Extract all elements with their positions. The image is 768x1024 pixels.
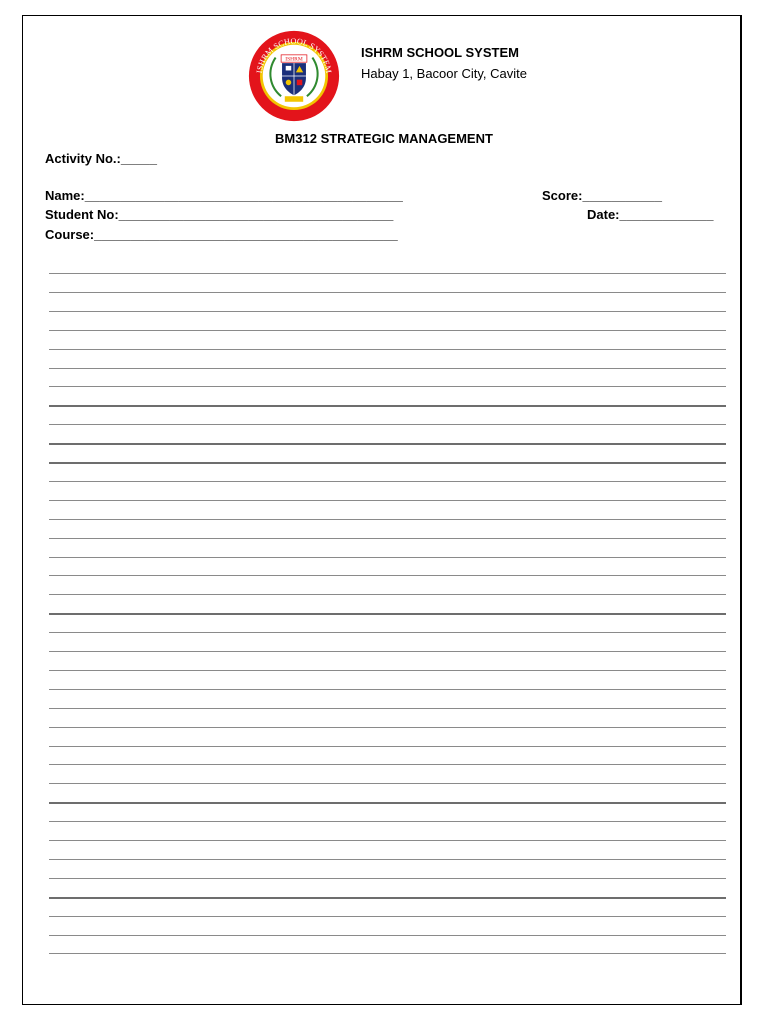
name-field[interactable]: Name:____________________________________________: [45, 188, 403, 203]
ruled-line: [49, 859, 726, 860]
ruled-line: [49, 594, 726, 595]
ruled-line: [49, 368, 726, 369]
ruled-line: [49, 840, 726, 841]
ruled-writing-area[interactable]: [49, 0, 726, 1024]
ruled-line: [49, 424, 726, 425]
ruled-line: [49, 746, 726, 747]
ruled-line: [49, 878, 726, 879]
ruled-line: [49, 632, 726, 633]
ruled-line: [49, 292, 726, 293]
ruled-line: [49, 935, 726, 936]
logo-bottom-text: International School for Hotel & Restaurant Management: [264, 85, 324, 108]
course-field[interactable]: Course:__________________________________________: [45, 227, 398, 242]
student-no-field[interactable]: Student No:______________________________________: [45, 207, 394, 222]
logo-ring-text: ISHRM SCHOOL SYSTEM: [254, 36, 334, 74]
ruled-line: [49, 821, 726, 822]
ruled-line: [49, 500, 726, 501]
ruled-line: [49, 386, 726, 387]
school-name: ISHRM SCHOOL SYSTEM: [361, 45, 519, 60]
ruled-line: [49, 953, 726, 954]
date-field[interactable]: Date:_____________: [587, 207, 714, 222]
ruled-line: [49, 405, 726, 407]
ruled-line: [49, 557, 726, 558]
ruled-line: [49, 727, 726, 728]
ruled-line: [49, 538, 726, 539]
ruled-line: [49, 670, 726, 671]
ruled-line: [49, 802, 726, 804]
ruled-line: [49, 651, 726, 652]
ruled-line: [49, 443, 726, 445]
ruled-line: [49, 916, 726, 917]
ruled-line: [49, 575, 726, 576]
ruled-line: [49, 613, 726, 615]
ruled-line: [49, 708, 726, 709]
ruled-line: [49, 311, 726, 312]
school-address: Habay 1, Bacoor City, Cavite: [361, 66, 527, 81]
ruled-line: [49, 689, 726, 690]
ruled-line: [49, 273, 726, 274]
ruled-line: [49, 349, 726, 350]
ruled-line: [49, 764, 726, 765]
ruled-line: [49, 330, 726, 331]
ruled-line: [49, 481, 726, 482]
course-title: BM312 STRATEGIC MANAGEMENT: [275, 131, 493, 146]
ruled-line: [49, 519, 726, 520]
ruled-line: [49, 897, 726, 899]
ruled-line: [49, 783, 726, 784]
activity-no-field[interactable]: Activity No.:_____: [45, 151, 157, 166]
score-field[interactable]: Score:___________: [542, 188, 662, 203]
ruled-line: [49, 462, 726, 464]
logo-shield-text: ISHRM: [285, 56, 303, 63]
